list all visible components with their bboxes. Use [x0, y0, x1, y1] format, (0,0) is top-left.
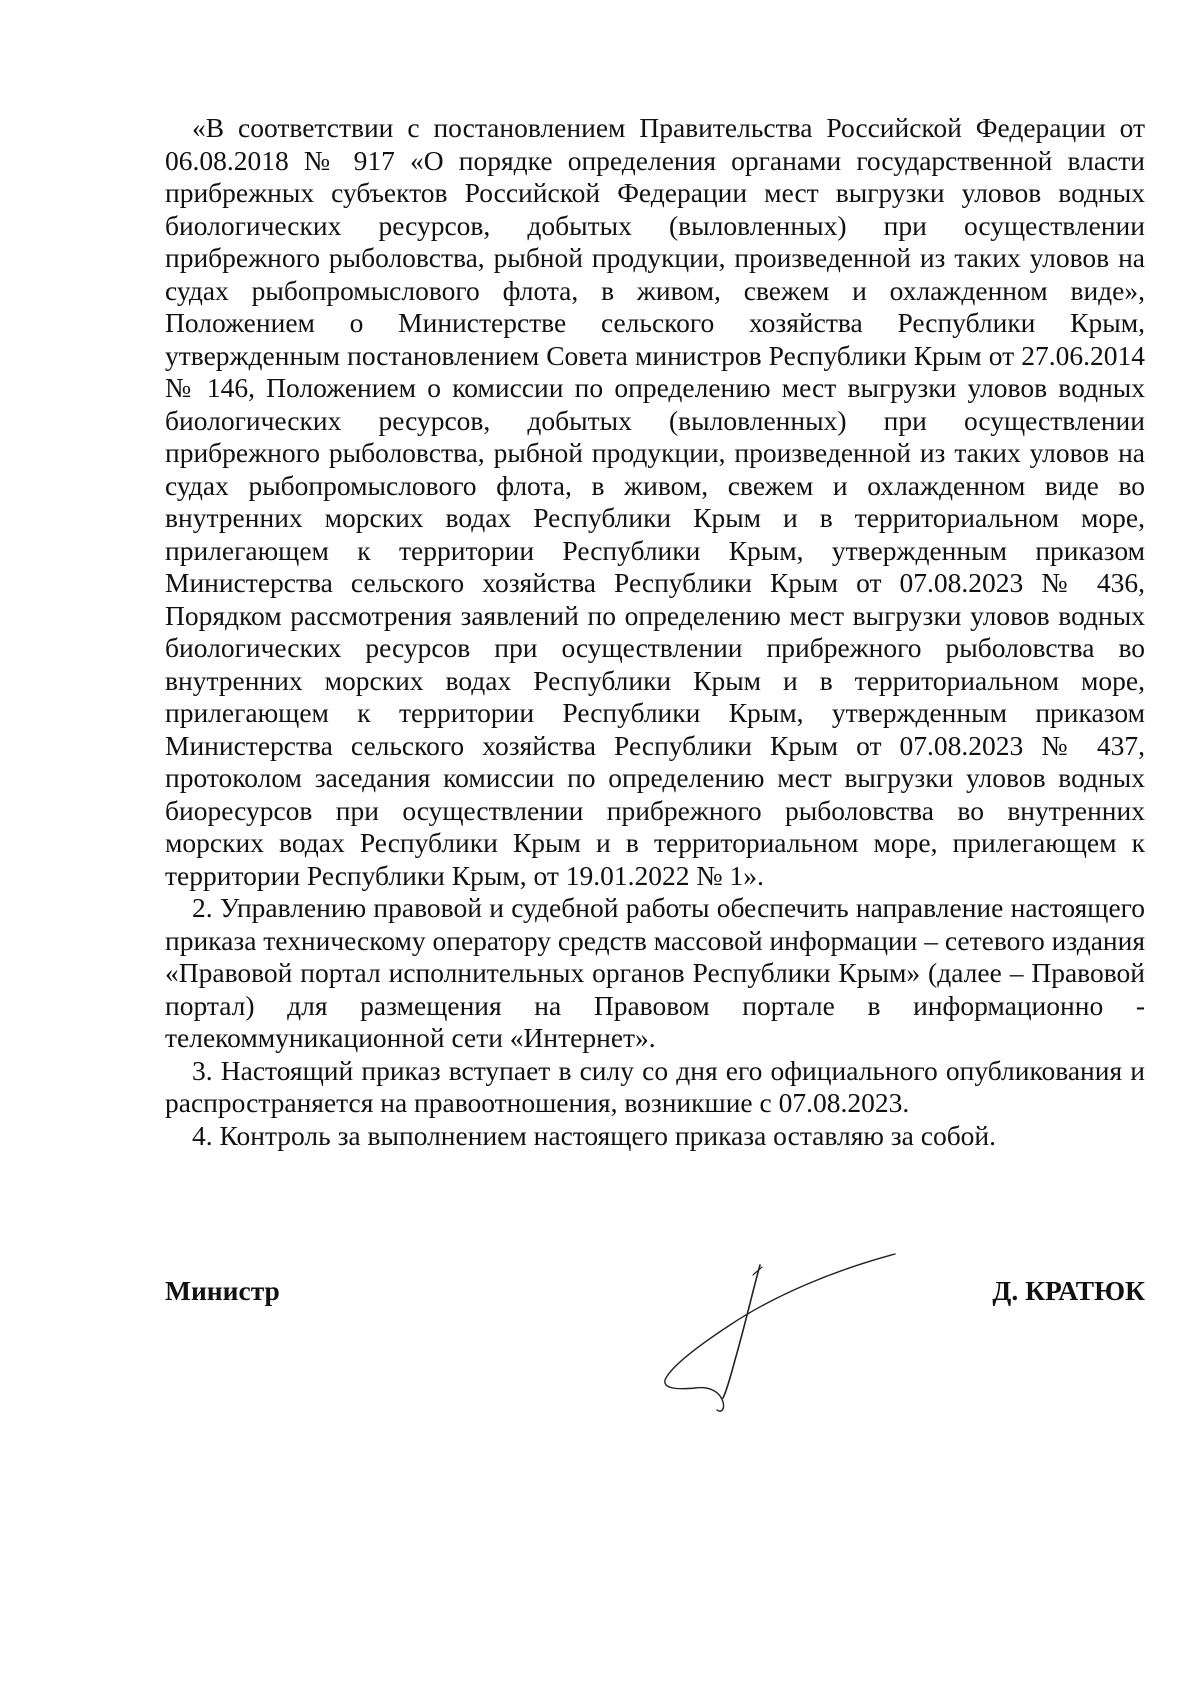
paragraph-item-2: 2. Управлению правовой и судебной работы обеспечить направление настоящего приказа техническому оператору средств массовой информации – сетевого издания «Правовой портал исполнительных органов Республики Крым» (далее – Правовой портал) для размещения на Правовом портале в информационно - телекоммуникационной сети «Интернет».	[165, 892, 1145, 1053]
signatory-title: Министр	[165, 1275, 280, 1306]
paragraph-item-3: 3. Настоящий приказ вступает в силу со дня его официального опубликования и распространяется на правоотношения, возникшие с 07.08.2023.	[165, 1054, 1145, 1118]
document-body	[165, 112, 1145, 1152]
paragraph-legal-basis: «В соответствии с постановлением Правительства Российской Федерации от 06.08.2018 № 917 «О порядке определения органами государственной власти прибрежных субъектов Российской Федерации мест выгрузки уловов водных биологических ресурсов, добытых (выловленных) при осуществлении прибрежного рыболовства, рыбной продукции, произведенной из таких уловов на судах рыбопромыслового флота, в живом, свежем и охлажденном виде», Положением о Министерстве сельского хозяйства Республики Крым, утвержденным постановлением Совета министров Республики Крым от 27.06.2014 № 146, Положением о комиссии по определению мест выгрузки уловов водных биологических ресурсов, добытых (выловленных) при осуществлении прибрежного рыболовства, рыбной продукции, произведенной из таких уловов на судах рыбопромыслового флота, в живом, свежем и охлажденном виде во внутренних морских водах Республики Крым и в территориальном море, прилегающем к территории Республики Крым, утвержденным приказом Министерства сельского хозяйства Республики Крым от 07.08.2023 № 436, Порядком рассмотрения заявлений по определению мест выгрузки уловов водных биологических ресурсов при осуществлении прибрежного рыболовства во внутренних морских водах Республики Крым и в территориальном море, прилегающем к территории Республики Крым, утвержденным приказом Министерства сельского хозяйства Республики Крым от 07.08.2023 № 437, протоколом заседания комиссии по определению мест выгрузки уловов водных биоресурсов при осуществлении прибрежного рыболовства во внутренних морских водах Республики Крым и в территориальном море, прилегающем к территории Республики Крым, от 19.01.2022 № 1».	[165, 112, 1145, 891]
signatory-name: Д. КРАТЮК	[992, 1275, 1145, 1306]
handwritten-signature-icon	[635, 1250, 905, 1420]
paragraph-item-4: 4. Контроль за выполнением настоящего приказа оставляю за собой.	[192, 1119, 997, 1151]
signature-block	[165, 1265, 1145, 1465]
